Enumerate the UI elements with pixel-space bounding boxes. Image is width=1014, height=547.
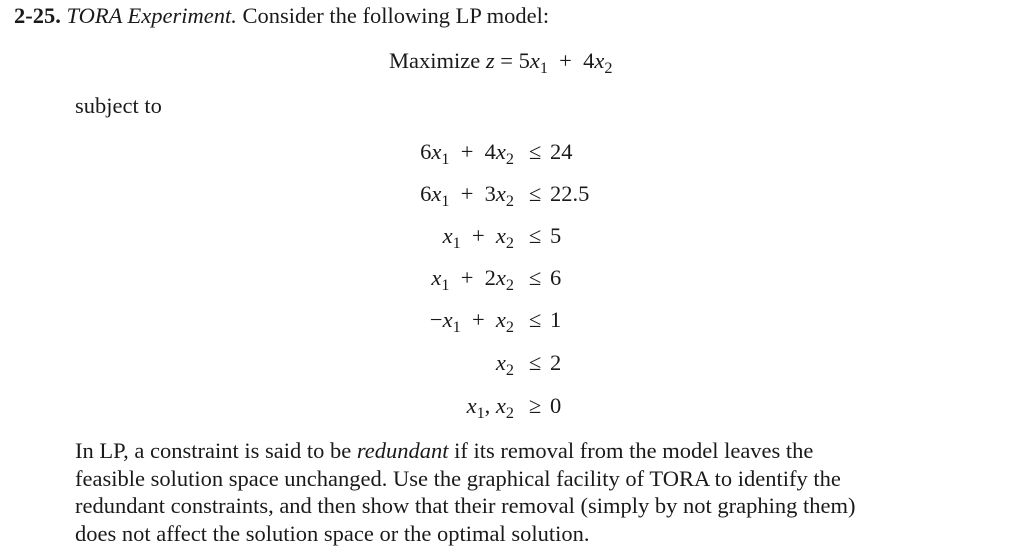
constraint-sign: ≤ <box>525 221 545 251</box>
constraint-term <box>443 223 461 248</box>
objective-label: Maximize <box>389 48 480 73</box>
constraint-sign: ≤ <box>525 263 545 293</box>
constraint-variable: $x_2$ <box>496 223 514 248</box>
constraint-subscript: 1 <box>477 404 485 422</box>
constraint-rhs: 0 <box>550 391 561 421</box>
constraint-term <box>485 139 514 164</box>
paragraph-line-2: feasible solution space unchanged. Use the graphical facility of TORA to identify the <box>75 465 995 493</box>
paragraph-line-4: does not affect the solution space or the optimal solution. <box>75 520 995 547</box>
constraint-coefficient: 2 <box>485 265 496 290</box>
objective-coefficient: 4 <box>583 48 594 73</box>
problem-heading <box>14 2 549 30</box>
constraint-lhs <box>443 221 514 251</box>
constraint-term <box>496 393 514 418</box>
constraint-subscript: 2 <box>506 276 514 294</box>
paragraph-line-1-start: In LP, a constraint is said to be <box>75 438 357 463</box>
constraint-subscript: 2 <box>506 318 514 336</box>
objective-operator: + <box>548 48 583 73</box>
constraint-subscript: 2 <box>506 361 514 379</box>
constraint-subscript: 1 <box>453 318 461 336</box>
constraint-term <box>431 265 449 290</box>
problem-title: TORA Experiment. <box>67 3 237 28</box>
constraint-subscript: 2 <box>506 192 514 210</box>
constraint-term <box>485 265 514 290</box>
objective-variable: z <box>486 48 495 73</box>
constraint-lhs <box>467 391 514 421</box>
subject-to-label: subject to <box>75 92 162 120</box>
constraint-variable: $x_1$ <box>443 223 461 248</box>
constraint-row <box>300 305 600 335</box>
constraint-subscript: 2 <box>506 234 514 252</box>
objective-equals: = <box>500 48 513 73</box>
constraint-lhs <box>420 179 514 209</box>
constraint-term <box>485 181 514 206</box>
constraint-rhs: 5 <box>550 221 561 251</box>
constraint-rhs: 24 <box>550 137 573 167</box>
constraint-term <box>420 139 449 164</box>
constraint-lhs <box>431 263 514 293</box>
constraint-sign: ≤ <box>525 348 545 378</box>
constraint-row <box>300 348 600 378</box>
objective-subscript: 2 <box>604 59 612 77</box>
constraint-subscript: 1 <box>441 192 449 210</box>
constraint-operator: + <box>449 181 484 206</box>
constraint-lhs <box>496 348 514 378</box>
constraint-sign: ≤ <box>525 305 545 335</box>
constraint-variable: $x_1$ <box>467 393 485 418</box>
constraint-variable: $x_2$ <box>496 393 514 418</box>
constraint-sign: ≥ <box>525 391 545 421</box>
paragraph-line-1-end: if its removal from the model leaves the <box>449 438 814 463</box>
constraint-term <box>430 307 461 332</box>
constraint-variable: $x_1$ <box>443 307 461 332</box>
constraint-subscript: 1 <box>453 234 461 252</box>
constraint-variable: $x_1$ <box>431 139 449 164</box>
constraint-subscript: 2 <box>506 150 514 168</box>
objective-variable: $x_1$ <box>530 48 548 73</box>
paragraph-line-1 <box>75 437 995 465</box>
constraint-term <box>420 181 449 206</box>
constraint-rhs: 1 <box>550 305 561 335</box>
constraint-operator: , <box>485 393 496 418</box>
objective-term <box>519 48 548 73</box>
objective-term <box>583 48 612 73</box>
constraint-subscript: 2 <box>506 404 514 422</box>
constraint-lhs <box>420 137 514 167</box>
constraint-operator: + <box>449 139 484 164</box>
constraint-row <box>300 263 600 293</box>
constraint-rhs: 22.5 <box>550 179 589 209</box>
constraint-variable: $x_2$ <box>496 265 514 290</box>
constraint-sign: ≤ <box>525 137 545 167</box>
constraint-subscript: 1 <box>441 150 449 168</box>
constraint-variable: $x_2$ <box>496 307 514 332</box>
objective-subscript: 1 <box>540 59 548 77</box>
constraint-rhs: 6 <box>550 263 561 293</box>
paragraph-line-3: redundant constraints, and then show that their removal (simply by not graphing them) <box>75 492 995 520</box>
constraint-sign: ≤ <box>525 179 545 209</box>
constraint-term <box>496 307 514 332</box>
constraint-variable: $x_2$ <box>496 350 514 375</box>
constraint-term <box>496 223 514 248</box>
constraint-variable: $x_1$ <box>431 181 449 206</box>
constraint-row <box>300 137 600 167</box>
objective-expression <box>519 48 613 73</box>
constraint-coefficient: 6 <box>420 181 431 206</box>
redundant-term: redundant <box>357 438 449 463</box>
constraint-subscript: 1 <box>441 276 449 294</box>
problem-paragraph <box>75 437 995 547</box>
objective-variable: $x_2$ <box>594 48 612 73</box>
constraint-rhs: 2 <box>550 348 561 378</box>
constraint-variable: $x_1$ <box>431 265 449 290</box>
constraint-operator: + <box>461 223 496 248</box>
constraint-operator: + <box>461 307 496 332</box>
objective-function <box>389 47 612 75</box>
problem-number: 2-25. <box>14 3 61 28</box>
constraint-variable: $x_2$ <box>496 139 514 164</box>
constraint-coefficient: 3 <box>485 181 496 206</box>
constraint-coefficient: 4 <box>485 139 496 164</box>
constraint-coefficient: − <box>430 307 443 332</box>
constraint-term <box>467 393 485 418</box>
problem-intro: Consider the following LP model: <box>237 3 549 28</box>
constraint-row <box>300 221 600 251</box>
constraint-coefficient: 6 <box>420 139 431 164</box>
constraint-row <box>300 179 600 209</box>
constraint-row <box>300 391 600 421</box>
objective-coefficient: 5 <box>519 48 530 73</box>
constraint-term <box>496 350 514 375</box>
constraint-variable: $x_2$ <box>496 181 514 206</box>
constraint-operator: + <box>449 265 484 290</box>
constraint-lhs <box>430 305 514 335</box>
